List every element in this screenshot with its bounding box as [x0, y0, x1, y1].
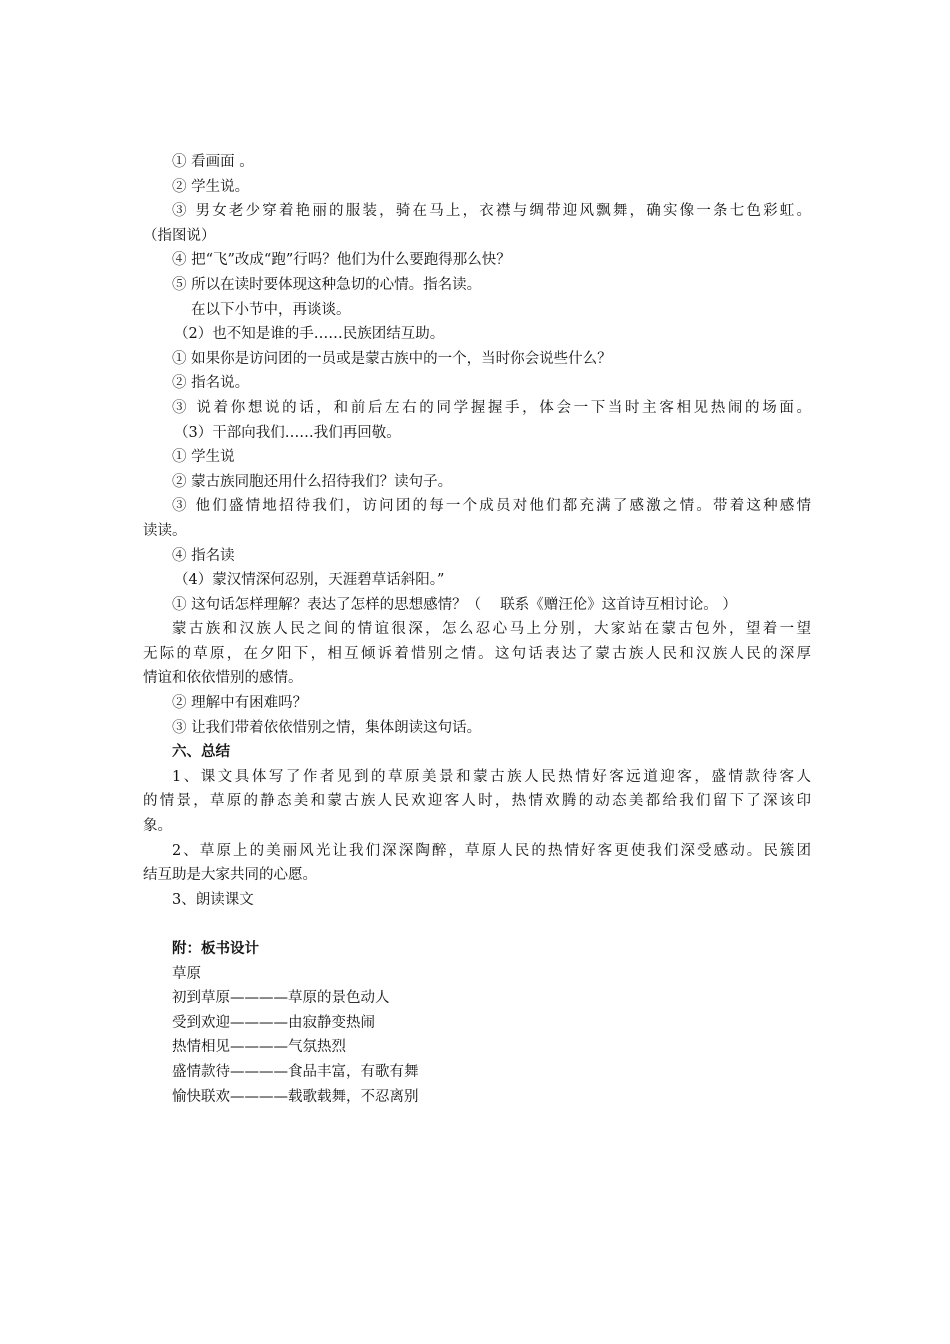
text-line: ① 看画面 。: [172, 154, 254, 170]
text-line: 蒙古族和汉族人民之间的情谊很深，怎么忍心马上分别，大家站在蒙古包外，望着一望: [172, 621, 811, 638]
text-line: （3）干部向我们……我们再回敬。: [174, 424, 401, 441]
text-line: ① 学生说: [172, 449, 235, 466]
text-line: 1、课文具体写了作者见到的草原美景和蒙古族人民热情好客远道迎客，盛情款待客人: [172, 768, 811, 785]
text-line: ② 学生说。: [172, 178, 250, 195]
text-line: 2、草原上的美丽风光让我们深深陶醉，草原人民的热情好客更使我们深受感动。民簇团: [172, 842, 811, 859]
board-item: 热情相见————气氛热烈: [172, 1039, 346, 1056]
board-item: 愉快联欢————载歌载舞，不忍离别: [172, 1088, 419, 1105]
text-line: 3、朗读课文: [172, 891, 254, 908]
text-line: 结互助是大家共同的心愿。: [143, 867, 317, 884]
text-line: 无际的草原，在夕阳下，相互倾诉着惜别之情。这句话表达了蒙古族人民和汉族人民的深厚: [143, 645, 811, 662]
text-line: ① 如果你是访问团的一员或是蒙古族中的一个，当时你会说些什么？: [172, 350, 612, 367]
text-line: ② 指名说。: [172, 375, 250, 392]
text-line: 读读。: [143, 522, 187, 539]
text-line: 象。: [143, 818, 172, 835]
section-heading: 附：板书设计: [172, 940, 259, 957]
text-line: ③ 让我们带着依依惜别之情，集体朗读这句话。: [172, 719, 482, 736]
text-line: ④ 指名读: [172, 547, 235, 564]
text-line: 的情景，草原的静态美和蒙古族人民欢迎客人时，热情欢腾的动态美都给我们留下了深该印: [143, 793, 811, 810]
text-line: ② 蒙古族同胞还用什么招待我们？读句子。: [172, 473, 453, 490]
text-line: （4）蒙汉情深何忍别，天涯碧草话斜阳。”: [174, 572, 445, 589]
text-line: ③ 他们盛情地招待我们，访问团的每一个成员对他们都充满了感激之情。带着这种感情: [172, 498, 811, 515]
text-line: ② 理解中有困难吗？: [172, 695, 308, 712]
section-heading: 六、总结: [172, 743, 230, 761]
board-item: 初到草原————草原的景色动人: [172, 990, 390, 1007]
text-line: 情谊和依依惜别的感情。: [143, 670, 303, 687]
text-line: ③ 男女老少穿着艳丽的服装，骑在马上，衣襟与绸带迎风飘舞，确实像一条七色彩虹。: [172, 203, 811, 220]
text-line: ① 这句话怎样理解？表达了怎样的思想感情？（ 联系《赠汪伦》这首诗互相讨论。 ）: [172, 596, 737, 613]
text-line: ⑤ 所以在读时要体现这种急切的心情。指名读。: [172, 276, 482, 293]
board-item: 受到欢迎————由寂静变热闹: [172, 1014, 375, 1031]
board-item: 盛情款待————食品丰富，有歌有舞: [172, 1063, 419, 1080]
text-line: （指图说）: [143, 227, 216, 244]
text-line: ④ 把“飞”改成“跑”行吗？他们为什么要跑得那么快？: [172, 252, 511, 269]
text-line: 在以下小节中，再谈谈。: [191, 301, 351, 318]
text-line: ③ 说着你想说的话，和前后左右的同学握握手，体会一下当时主客相见热闹的场面。: [172, 399, 811, 416]
board-title: 草原: [172, 965, 201, 982]
document-page: [143, 150, 811, 1109]
blank-line: [143, 912, 811, 937]
text-line: （2）也不知是谁的手……民族团结互助。: [174, 326, 445, 343]
